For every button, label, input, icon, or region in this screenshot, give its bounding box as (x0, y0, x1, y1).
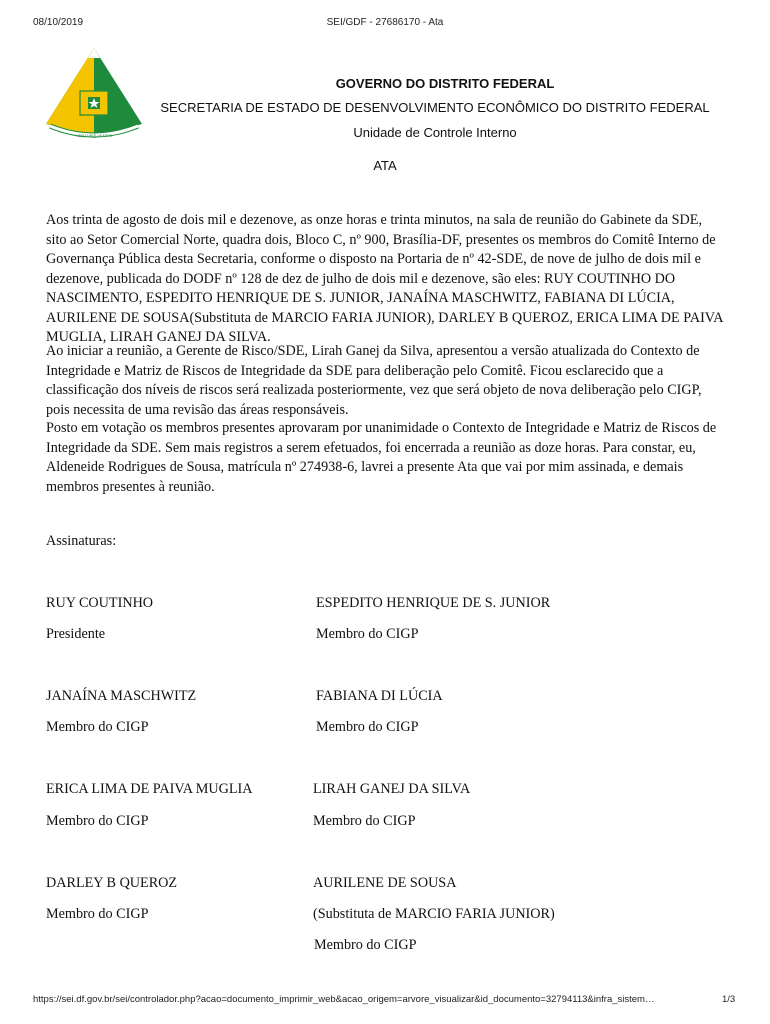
signature-name: AURILENE DE SOUSA (313, 875, 457, 891)
signature-role: (Substituta de MARCIO FARIA JUNIOR) (313, 906, 555, 922)
signature-name: LIRAH GANEJ DA SILVA (313, 781, 471, 797)
signature-name: RUY COUTINHO (46, 595, 154, 611)
signature-role: Membro do CIGP (46, 813, 149, 829)
header-secretariat: SECRETARIA DE ESTADO DE DESENVOLVIMENTO ECONÔMICO DO DISTRITO FEDERAL (160, 100, 710, 115)
paragraph-3: Posto em votação os membros presentes aprovaram por unanimidade o Contexto de Integridade e Matriz de Riscos de Integridade da SDE. Sem mais registros a serem efetuados, foi encerrada a reunião as doze horas. Para constar, eu, Aldeneide Rodrigues de Sousa, matrícula nº 274938-6, lavrei a presente Ata que vai por mim assinada, e demais membros presentes à reunião. (46, 420, 717, 495)
paragraph-1: Aos trinta de agosto de dois mil e dezenove, as onze horas e trinta minutos, na sala de reunião do Gabinete da SDE, sito ao Setor Comercial Norte, quadra dois, Bloco C, nº 900, Brasília-DF, presentes os membros do Comitê Interno de Governança Pública desta Secretaria, conforme o disposto na Portaria de nº 42-SDE, de nove de julho de dois mil e dezenove, publicada do DODF nº 128 de dez de julho de dois mil e dezenove, são eles: RUY COUTINHO DO NASCIMENTO, ESPEDITO HENRIQUE DE S. JUNIOR, JANAÍNA MASCHWITZ, FABIANA DI LÚCIA, AURILENE DE SOUSA(Substituta de MARCIO FARIA JUNIOR), DARLEY B QUEROZ, ERICA LIMA DE PAIVA MUGLIA, LIRAH GANEJ DA SILVA. (46, 212, 723, 345)
page-number: 1/3 (722, 994, 736, 1005)
signatures-label: Assinaturas: (46, 533, 117, 549)
print-url-link[interactable]: https://sei.df.gov.br/sei/controlador.php?acao=documento_imprimir_web&acao_origem=arvore_visualizar&id_documento=32794113&infra_sistem… (33, 994, 655, 1005)
svg-text:VENTURIS VENTIS: VENTURIS VENTIS (76, 133, 112, 138)
signature-role: Membro do CIGP (46, 906, 149, 922)
signature-role: Membro do CIGP (314, 937, 417, 953)
print-doc-title: SEI/GDF - 27686170 - Ata (326, 17, 444, 28)
signature-role: Membro do CIGP (316, 719, 419, 735)
signature-name: ERICA LIMA DE PAIVA MUGLIA (46, 781, 253, 797)
header-doc-type: ATA (373, 158, 397, 173)
signature-name: DARLEY B QUEROZ (46, 875, 178, 891)
signature-name: JANAÍNA MASCHWITZ (46, 688, 197, 704)
signature-name: ESPEDITO HENRIQUE DE S. JUNIOR (316, 595, 551, 611)
signature-role: Presidente (46, 626, 106, 642)
header-unit: Unidade de Controle Interno (353, 125, 517, 140)
header-government: GOVERNO DO DISTRITO FEDERAL (335, 76, 555, 91)
paragraph-2: Ao iniciar a reunião, a Gerente de Risco/SDE, Lirah Ganej da Silva, apresentou a versão atualizada do Contexto de Integridade e Matriz de Riscos de Integridade da SDE para deliberação pelo Comitê. Ficou esclarecido que a classificação dos níveis de riscos será realizada posteriormente, vez que será objeto de nova deliberação pelo CIGP, pois necessita de uma revisão das áreas responsáveis. (46, 343, 702, 418)
signature-role: Membro do CIGP (46, 719, 149, 735)
signature-role: Membro do CIGP (313, 813, 416, 829)
print-date: 08/10/2019 (33, 17, 84, 28)
signature-name: FABIANA DI LÚCIA (316, 688, 443, 704)
signature-role: Membro do CIGP (316, 626, 419, 642)
